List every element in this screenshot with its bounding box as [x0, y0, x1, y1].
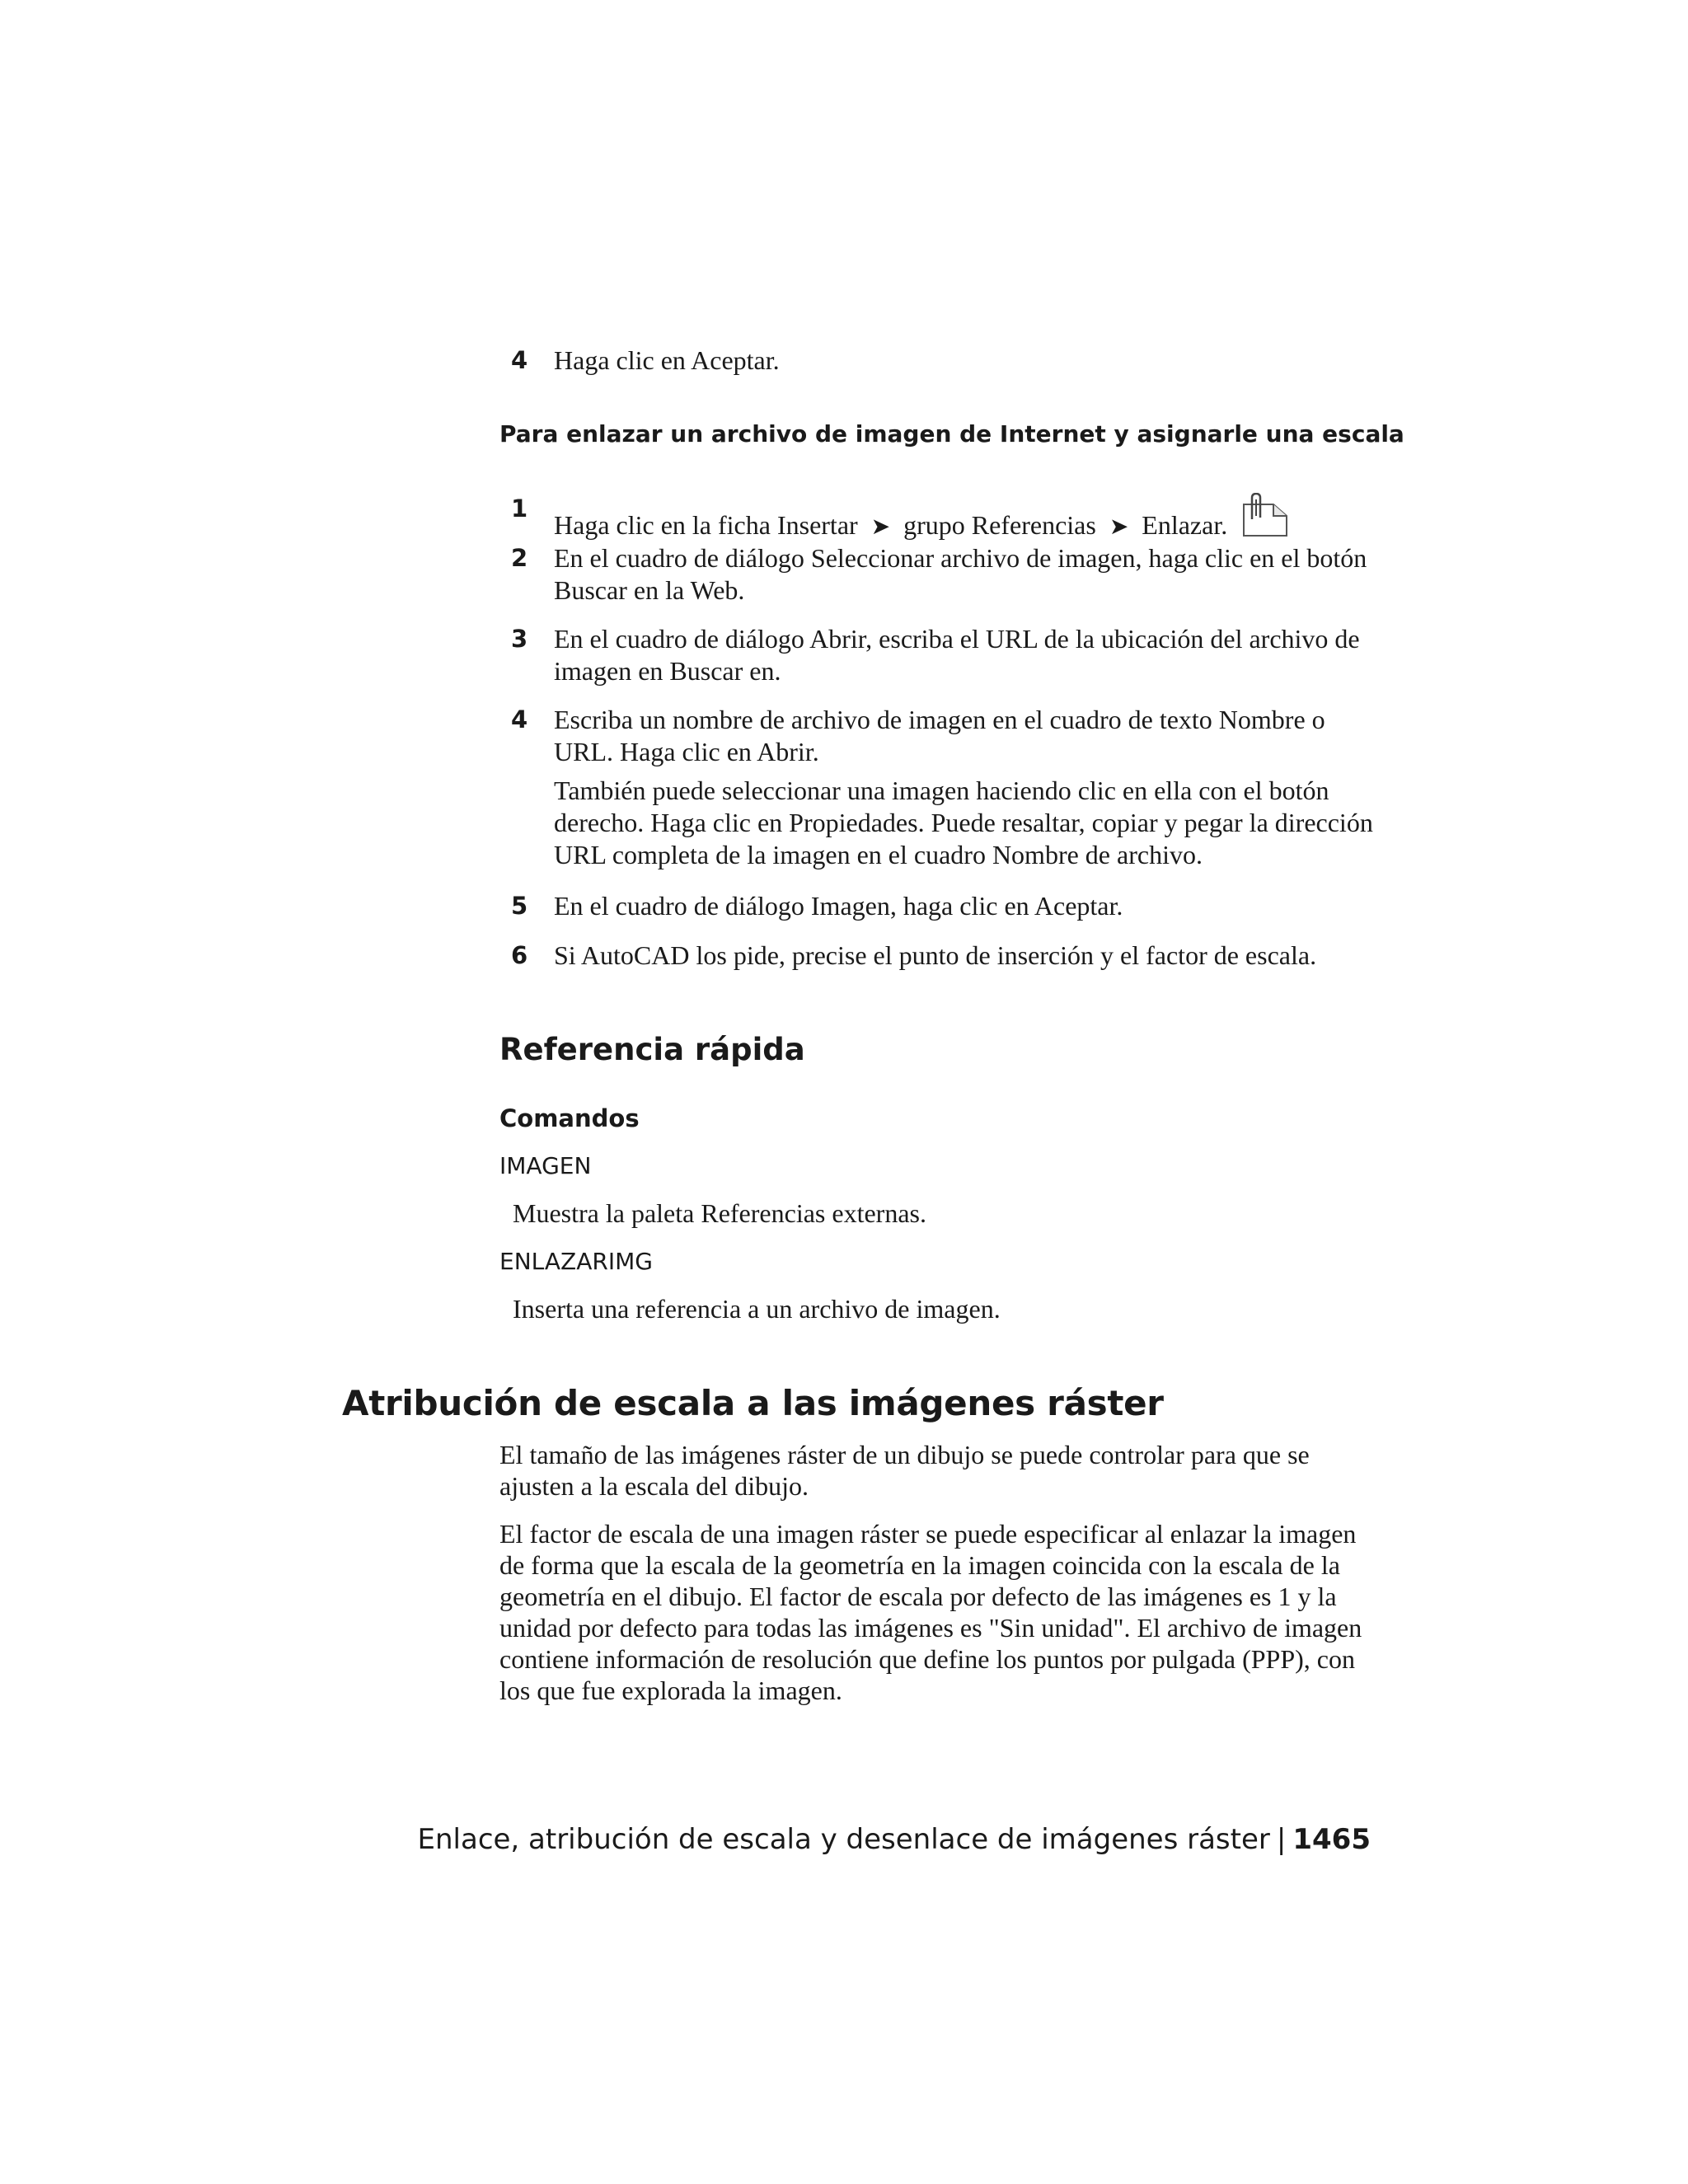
step1-ribbon-tab: Haga clic en la ficha Insertar — [554, 510, 858, 540]
step-number: 2 — [511, 544, 528, 572]
step-number: 6 — [511, 941, 528, 969]
commands-heading: Comandos — [499, 1104, 640, 1132]
step-number: 5 — [511, 892, 528, 920]
command-description: Muestra la paleta Referencias externas. — [513, 1198, 926, 1228]
step-1 — [511, 493, 1376, 546]
step-text: Haga clic en Aceptar. — [554, 345, 780, 375]
step-number: 3 — [511, 625, 528, 653]
section-heading: Atribución de escala a las imágenes ráster — [342, 1383, 1164, 1423]
step-number: 1 — [511, 494, 528, 523]
footer-title: Enlace, atribución de escala y desenlace de imágenes ráster — [417, 1823, 1270, 1856]
step-number: 4 — [511, 346, 528, 374]
step-previous-4 — [511, 344, 1376, 377]
step-2 — [511, 542, 1376, 607]
command-name: IMAGEN — [499, 1152, 592, 1179]
step-5 — [511, 890, 1376, 922]
step1-command: Enlazar. — [1142, 510, 1228, 540]
procedure-heading: Para enlazar un archivo de imagen de Internet y asignarle una escala — [499, 420, 1404, 448]
step-6 — [511, 940, 1376, 972]
step-text: Escriba un nombre de archivo de imagen en el cuadro de texto Nombre o URL. Haga clic en Abrir. — [554, 705, 1325, 766]
arrow-right-icon: ➤ — [870, 513, 891, 540]
quick-reference-heading: Referencia rápida — [499, 1032, 805, 1067]
step-text: Si AutoCAD los pide, precise el punto de inserción y el factor de escala. — [554, 940, 1317, 970]
step-number: 4 — [511, 705, 528, 733]
step1-ribbon-group: grupo Referencias — [903, 510, 1096, 540]
paragraph: El tamaño de las imágenes ráster de un dibujo se puede controlar para que se ajusten a la escala del dibujo. — [499, 1440, 1310, 1501]
step-note: También puede seleccionar una imagen haciendo clic en ella con el botón derecho. Haga clic en Propiedades. Puede resaltar, copiar y pegar la dirección URL completa de la imagen en el cuadro Nombre de archivo. — [554, 776, 1373, 869]
step-4 — [511, 704, 1376, 871]
attach-image-icon — [1240, 493, 1290, 546]
paragraph: El factor de escala de una imagen ráster se puede especificar al enlazar la imagen de forma que la escala de la geometría en la imagen coincida con la escala de la geometría en el dibujo. El factor de escala por defecto de las imágenes es 1 y la unidad por defecto para todas las imágenes es "Sin unidad". El archivo de imagen contiene información de resolución que define los puntos por pulgada (PPP), con los que fue explorada la imagen. — [499, 1519, 1362, 1705]
command-name: ENLAZARIMG — [499, 1248, 653, 1275]
command-description: Inserta una referencia a un archivo de imagen. — [513, 1294, 1001, 1324]
step-text: En el cuadro de diálogo Imagen, haga clic en Aceptar. — [554, 891, 1123, 921]
page-number: 1465 — [1292, 1823, 1371, 1856]
step-text: En el cuadro de diálogo Seleccionar archivo de imagen, haga clic en el botón Buscar en la Web. — [554, 543, 1367, 605]
step-text — [554, 493, 1376, 546]
footer-separator: | — [1276, 1823, 1287, 1856]
arrow-right-icon: ➤ — [1109, 513, 1129, 540]
step-text: En el cuadro de diálogo Abrir, escriba el URL de la ubicación del archivo de imagen en Buscar en. — [554, 624, 1360, 686]
step-3 — [511, 623, 1376, 687]
page-footer — [418, 1823, 1372, 1856]
